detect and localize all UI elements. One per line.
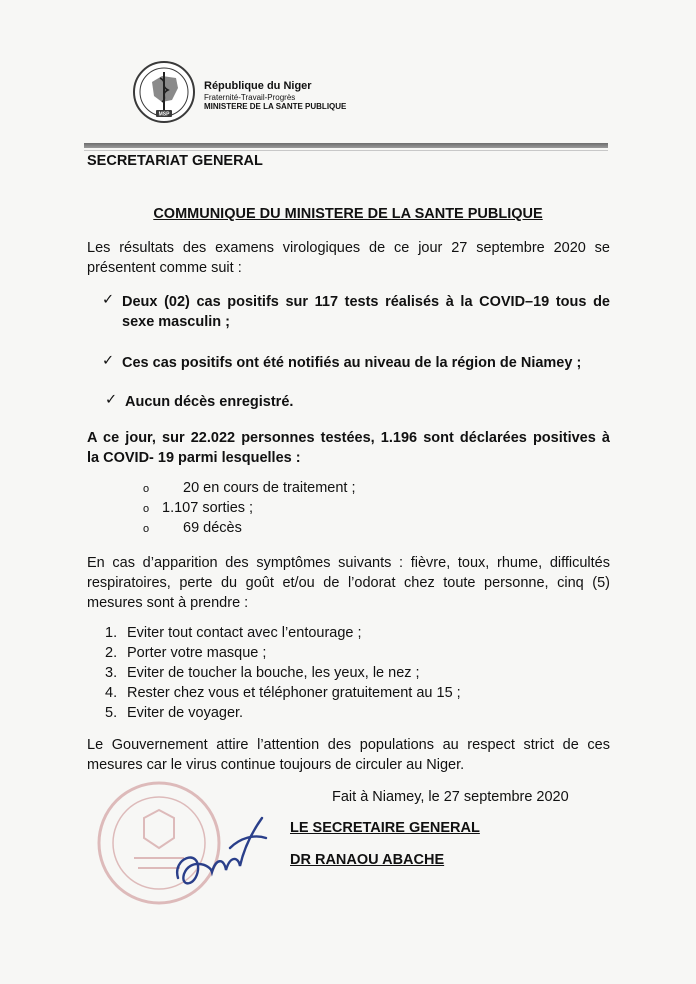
logo-text: MSP	[158, 111, 170, 118]
summary-line-1: A ce jour, sur 22.022 personnes testées, 1.196 sont déclarées positives à	[87, 430, 610, 446]
list-bullet: o	[143, 503, 150, 515]
measure-item: Eviter de toucher la bouche, les yeux, le nez ;	[127, 665, 420, 681]
header-divider	[84, 143, 608, 148]
measure-item: Porter votre masque ;	[127, 645, 267, 661]
symptoms-line-1: En cas d’apparition des symptômes suivants : fièvre, toux, rhume, difficultés	[87, 555, 610, 571]
symptoms-line-3: mesures sont à prendre :	[87, 595, 249, 611]
ministry-name: MINISTERE DE LA SANTE PUBLIQUE	[204, 101, 347, 111]
summary-line-2: la COVID- 19 parmi lesquelles :	[87, 450, 301, 466]
national-motto: Fraternité-Travail-Progrès	[204, 92, 296, 102]
measure-item: Rester chez vous et téléphoner gratuitement au 15 ;	[127, 685, 461, 701]
handwritten-signature-icon	[170, 808, 270, 898]
check-icon: ✓	[102, 292, 115, 308]
check-item-3: Aucun décès enregistré.	[125, 394, 294, 410]
intro-line-2: présentent comme suit :	[87, 260, 242, 276]
measure-item: Eviter tout contact avec l’entourage ;	[127, 625, 362, 641]
list-bullet: o	[143, 483, 150, 495]
measure-number: 1.	[105, 625, 118, 641]
stat-recovered: 1.107 sorties ;	[162, 500, 254, 516]
place-date: Fait à Niamey, le 27 septembre 2020	[332, 789, 569, 805]
document-title: COMMUNIQUE DU MINISTERE DE LA SANTE PUBLIQUE	[153, 206, 543, 222]
measure-number: 3.	[105, 665, 118, 681]
measure-number: 4.	[105, 685, 118, 701]
republic-name: République du Niger	[204, 80, 312, 92]
measure-item: Eviter de voyager.	[127, 705, 244, 721]
symptoms-line-2: respiratoires, perte du goût et/ou de l’odorat chez toute personne, cinq (5)	[87, 575, 610, 591]
header-divider-thin	[84, 150, 608, 151]
ministry-emblem-logo	[132, 60, 196, 124]
measure-number: 5.	[105, 705, 118, 721]
stat-in-treatment: 20 en cours de traitement ;	[183, 480, 356, 496]
stat-deaths: 69 décès	[183, 520, 242, 536]
list-bullet: o	[143, 523, 150, 535]
check-item-2: Ces cas positifs ont été notifiés au niveau de la région de Niamey ;	[122, 355, 582, 371]
check-icon: ✓	[105, 392, 118, 408]
signatory-role: LE SECRETAIRE GENERAL	[290, 820, 480, 836]
measure-number: 2.	[105, 645, 118, 661]
section-heading: SECRETARIAT GENERAL	[87, 153, 263, 169]
letterhead	[204, 80, 346, 111]
check-item-1-line-2: sexe masculin ;	[122, 314, 230, 330]
check-icon: ✓	[102, 353, 115, 369]
closing-line-1: Le Gouvernement attire l’attention des populations au respect strict de ces	[87, 737, 610, 753]
intro-line-1: Les résultats des examens virologiques de ce jour 27 septembre 2020 se	[87, 240, 610, 256]
closing-line-2: mesures car le virus continue toujours de circuler au Niger.	[87, 757, 465, 773]
signatory-name: DR RANAOU ABACHE	[290, 852, 445, 868]
check-item-1-line-1: Deux (02) cas positifs sur 117 tests réalisés à la COVID–19 tous de	[122, 294, 610, 310]
